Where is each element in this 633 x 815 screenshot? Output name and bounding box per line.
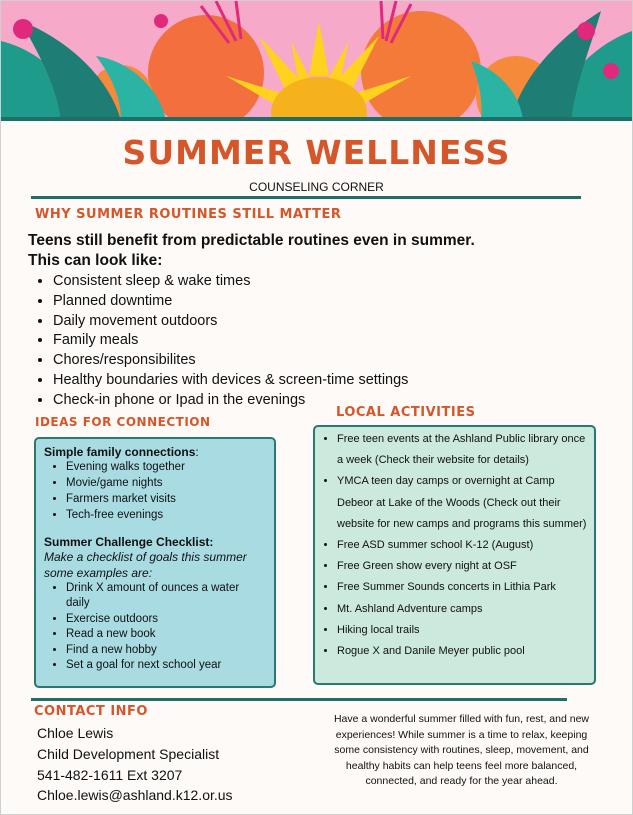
list-item: • Drink X amount of ounces a water daily xyxy=(66,581,266,612)
list-item: • Chores/responsibilites xyxy=(53,351,408,371)
list-item: • Free ASD summer school K-12 (August) xyxy=(337,535,588,556)
list-item: • Planned downtime xyxy=(53,292,408,312)
routines-intro-line1: Teens still benefit from predictable routines even in summer. xyxy=(28,232,475,249)
challenge-list xyxy=(44,581,266,673)
list-item: • Consistent sleep & wake times xyxy=(53,272,408,292)
contact-info xyxy=(37,723,233,806)
family-connections-list xyxy=(44,459,266,523)
list-item: • Hiking local trails xyxy=(337,620,588,641)
page-title: SUMMER WELLNESS xyxy=(122,133,511,172)
family-connections-heading: Simple family connections: xyxy=(44,445,199,459)
routines-intro xyxy=(28,231,475,271)
list-item: • Free Summer Sounds concerts in Lithia Park xyxy=(337,577,588,598)
contact-phone: 541-482-1611 Ext 3207 xyxy=(37,766,183,783)
list-item: • Movie/game nights xyxy=(66,475,266,491)
list-item: • Tech-free evenings xyxy=(66,507,266,523)
connection-heading: IDEAS FOR CONNECTION xyxy=(35,415,211,429)
list-item: • Family meals xyxy=(53,331,408,351)
list-item: • Check-in phone or Ipad in the evenings xyxy=(53,391,408,411)
list-item: • Rogue X and Danile Meyer public pool xyxy=(337,641,588,662)
local-activities-list xyxy=(319,429,588,662)
closing-message: Have a wonderful summer filled with fun, rest, and new experiences! While summer is a time to relax, keeping some consistency with routines, sleep, movement, and healthy habits can help teens feel more balanced, connected, and ready for the year ahead. xyxy=(333,713,590,788)
list-item: • Free teen events at the Ashland Public library once a week (Check their website for details) xyxy=(337,429,588,471)
divider-top xyxy=(31,196,581,199)
list-item: • Evening walks together xyxy=(66,459,266,475)
routines-heading: WHY SUMMER ROUTINES STILL MATTER xyxy=(35,207,342,222)
local-activities-box xyxy=(313,425,596,685)
list-item: • Mt. Ashland Adventure camps xyxy=(337,599,588,620)
summer-banner-illustration xyxy=(1,1,632,121)
challenge-checklist-heading: Summer Challenge Checklist: xyxy=(44,535,214,549)
list-item: • YMCA teen day camps or overnight at Camp Debeor at Lake of the Woods (Check out their website for new camps and programs this summer) xyxy=(337,471,588,535)
list-item: • Read a new book xyxy=(66,627,266,642)
list-item: • Daily movement outdoors xyxy=(53,312,408,332)
divider-bottom xyxy=(31,698,567,701)
contact-role: Child Development Specialist xyxy=(37,745,220,762)
routines-list xyxy=(31,272,408,411)
list-item: • Healthy boundaries with devices & screen-time settings xyxy=(53,371,408,391)
challenge-intro: Make a checklist of goals this summer some examples are: xyxy=(44,550,247,580)
list-item: • Farmers market visits xyxy=(66,491,266,507)
local-activities-heading: LOCAL ACTIVITIES xyxy=(336,405,476,420)
contact-heading: CONTACT INFO xyxy=(34,704,148,719)
page-subtitle: COUNSELING CORNER xyxy=(249,180,384,194)
list-item: • Find a new hobby xyxy=(66,643,266,658)
connection-box xyxy=(34,437,276,688)
contact-name: Chloe Lewis xyxy=(37,725,114,741)
list-item: • Free Green show every night at OSF xyxy=(337,556,588,577)
contact-email: Chloe.lewis@ashland.k12.or.us xyxy=(37,787,233,804)
list-item: • Exercise outdoors xyxy=(66,612,266,627)
routines-intro-line2: This can look like: xyxy=(28,252,163,269)
list-item: • Set a goal for next school year xyxy=(66,658,266,673)
